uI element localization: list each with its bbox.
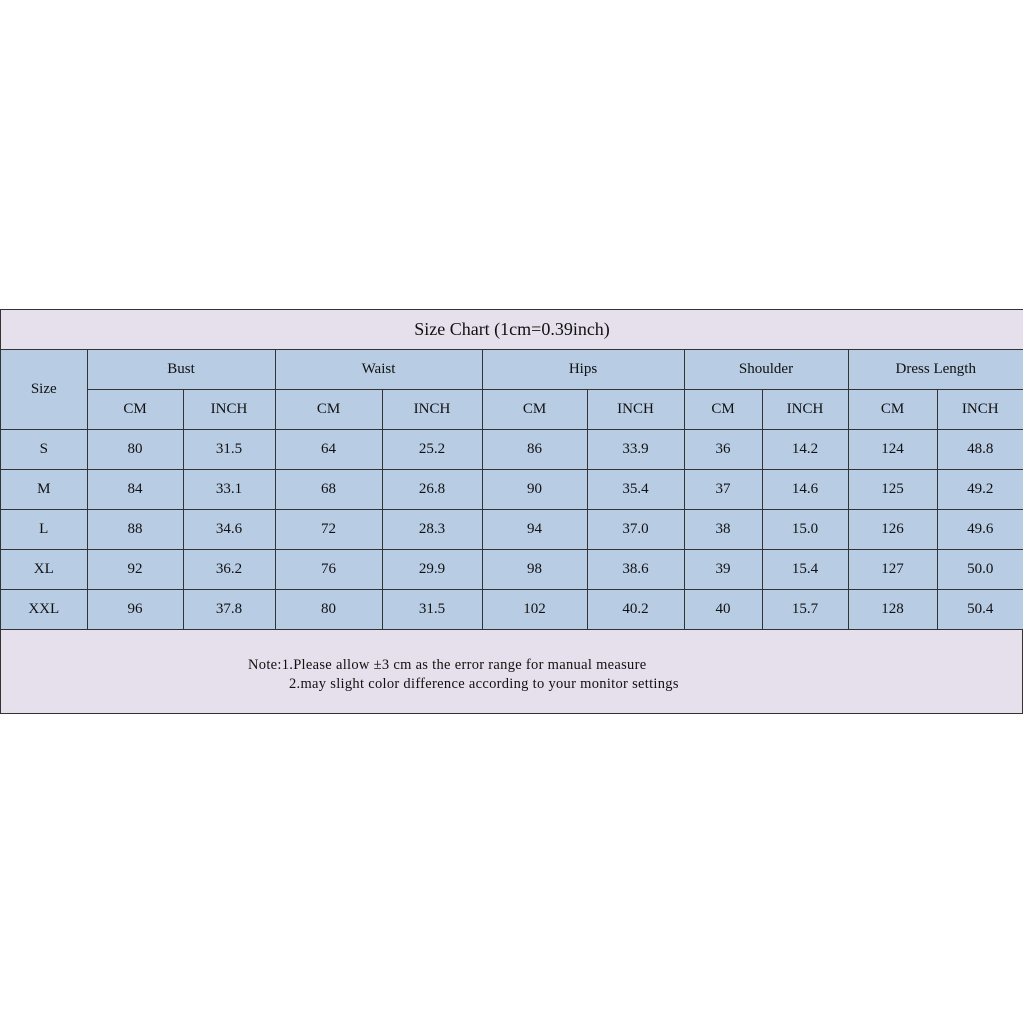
table-row [1, 430, 1023, 470]
measurement-cell: 50.0 [937, 550, 1023, 590]
unit-header: CM [87, 390, 183, 430]
measurement-cell: 14.2 [762, 430, 848, 470]
measurement-cell: 80 [87, 430, 183, 470]
table-row [1, 510, 1023, 550]
measurement-cell: 14.6 [762, 470, 848, 510]
measurement-cell: 98 [482, 550, 587, 590]
measurement-cell: 128 [848, 590, 937, 630]
measurement-cell: 92 [87, 550, 183, 590]
measurement-cell: 26.8 [382, 470, 482, 510]
unit-header: INCH [382, 390, 482, 430]
measurement-cell: 84 [87, 470, 183, 510]
measurement-cell: 28.3 [382, 510, 482, 550]
measurement-cell: 49.2 [937, 470, 1023, 510]
measurement-cell: 86 [482, 430, 587, 470]
measurement-cell: 88 [87, 510, 183, 550]
unit-header-row [1, 390, 1023, 430]
size-header: Size [1, 350, 87, 430]
unit-header: INCH [762, 390, 848, 430]
measurement-cell: 68 [275, 470, 382, 510]
measurement-cell: 80 [275, 590, 382, 630]
measurement-cell: 50.4 [937, 590, 1023, 630]
measurement-cell: 29.9 [382, 550, 482, 590]
size-cell: M [1, 470, 87, 510]
measurement-cell: 38.6 [587, 550, 684, 590]
size-table [1, 310, 1023, 630]
table-row [1, 550, 1023, 590]
measurement-cell: 94 [482, 510, 587, 550]
measurement-cell: 38 [684, 510, 762, 550]
measurement-cell: 102 [482, 590, 587, 630]
measurement-cell: 64 [275, 430, 382, 470]
group-header-waist: Waist [275, 350, 482, 390]
measurement-cell: 36 [684, 430, 762, 470]
group-header-row [1, 350, 1023, 390]
measurement-cell: 127 [848, 550, 937, 590]
table-row [1, 590, 1023, 630]
measurement-cell: 40 [684, 590, 762, 630]
measurement-cell: 34.6 [183, 510, 275, 550]
size-cell: XXL [1, 590, 87, 630]
size-cell: S [1, 430, 87, 470]
title-row [1, 310, 1023, 350]
measurement-cell: 90 [482, 470, 587, 510]
group-header-dress-length: Dress Length [848, 350, 1023, 390]
measurement-cell: 48.8 [937, 430, 1023, 470]
measurement-cell: 126 [848, 510, 937, 550]
unit-header: CM [684, 390, 762, 430]
group-header-bust: Bust [87, 350, 275, 390]
group-header-hips: Hips [482, 350, 684, 390]
measurement-cell: 36.2 [183, 550, 275, 590]
group-header-shoulder: Shoulder [684, 350, 848, 390]
note-line-2: 2.may slight color difference according to your monitor settings [289, 676, 679, 692]
measurement-cell: 40.2 [587, 590, 684, 630]
measurement-cell: 39 [684, 550, 762, 590]
size-chart [0, 309, 1023, 714]
measurement-cell: 96 [87, 590, 183, 630]
measurement-cell: 125 [848, 470, 937, 510]
measurement-cell: 15.4 [762, 550, 848, 590]
measurement-cell: 72 [275, 510, 382, 550]
measurement-cell: 37.8 [183, 590, 275, 630]
unit-header: INCH [937, 390, 1023, 430]
measurement-cell: 49.6 [937, 510, 1023, 550]
unit-header: CM [482, 390, 587, 430]
unit-header: INCH [587, 390, 684, 430]
measurement-cell: 33.9 [587, 430, 684, 470]
measurement-cell: 76 [275, 550, 382, 590]
measurement-cell: 35.4 [587, 470, 684, 510]
measurement-cell: 31.5 [183, 430, 275, 470]
unit-header: CM [275, 390, 382, 430]
measurement-cell: 15.0 [762, 510, 848, 550]
table-row [1, 470, 1023, 510]
measurement-cell: 31.5 [382, 590, 482, 630]
measurement-cell: 124 [848, 430, 937, 470]
size-cell: XL [1, 550, 87, 590]
measurement-cell: 37 [684, 470, 762, 510]
measurement-cell: 25.2 [382, 430, 482, 470]
measurement-cell: 37.0 [587, 510, 684, 550]
measurement-cell: 33.1 [183, 470, 275, 510]
note-line-1: Note:1.Please allow ±3 cm as the error range for manual measure [248, 657, 647, 673]
chart-title: Size Chart (1cm=0.39inch) [1, 310, 1023, 350]
size-cell: L [1, 510, 87, 550]
measurement-cell: 15.7 [762, 590, 848, 630]
unit-header: CM [848, 390, 937, 430]
unit-header: INCH [183, 390, 275, 430]
